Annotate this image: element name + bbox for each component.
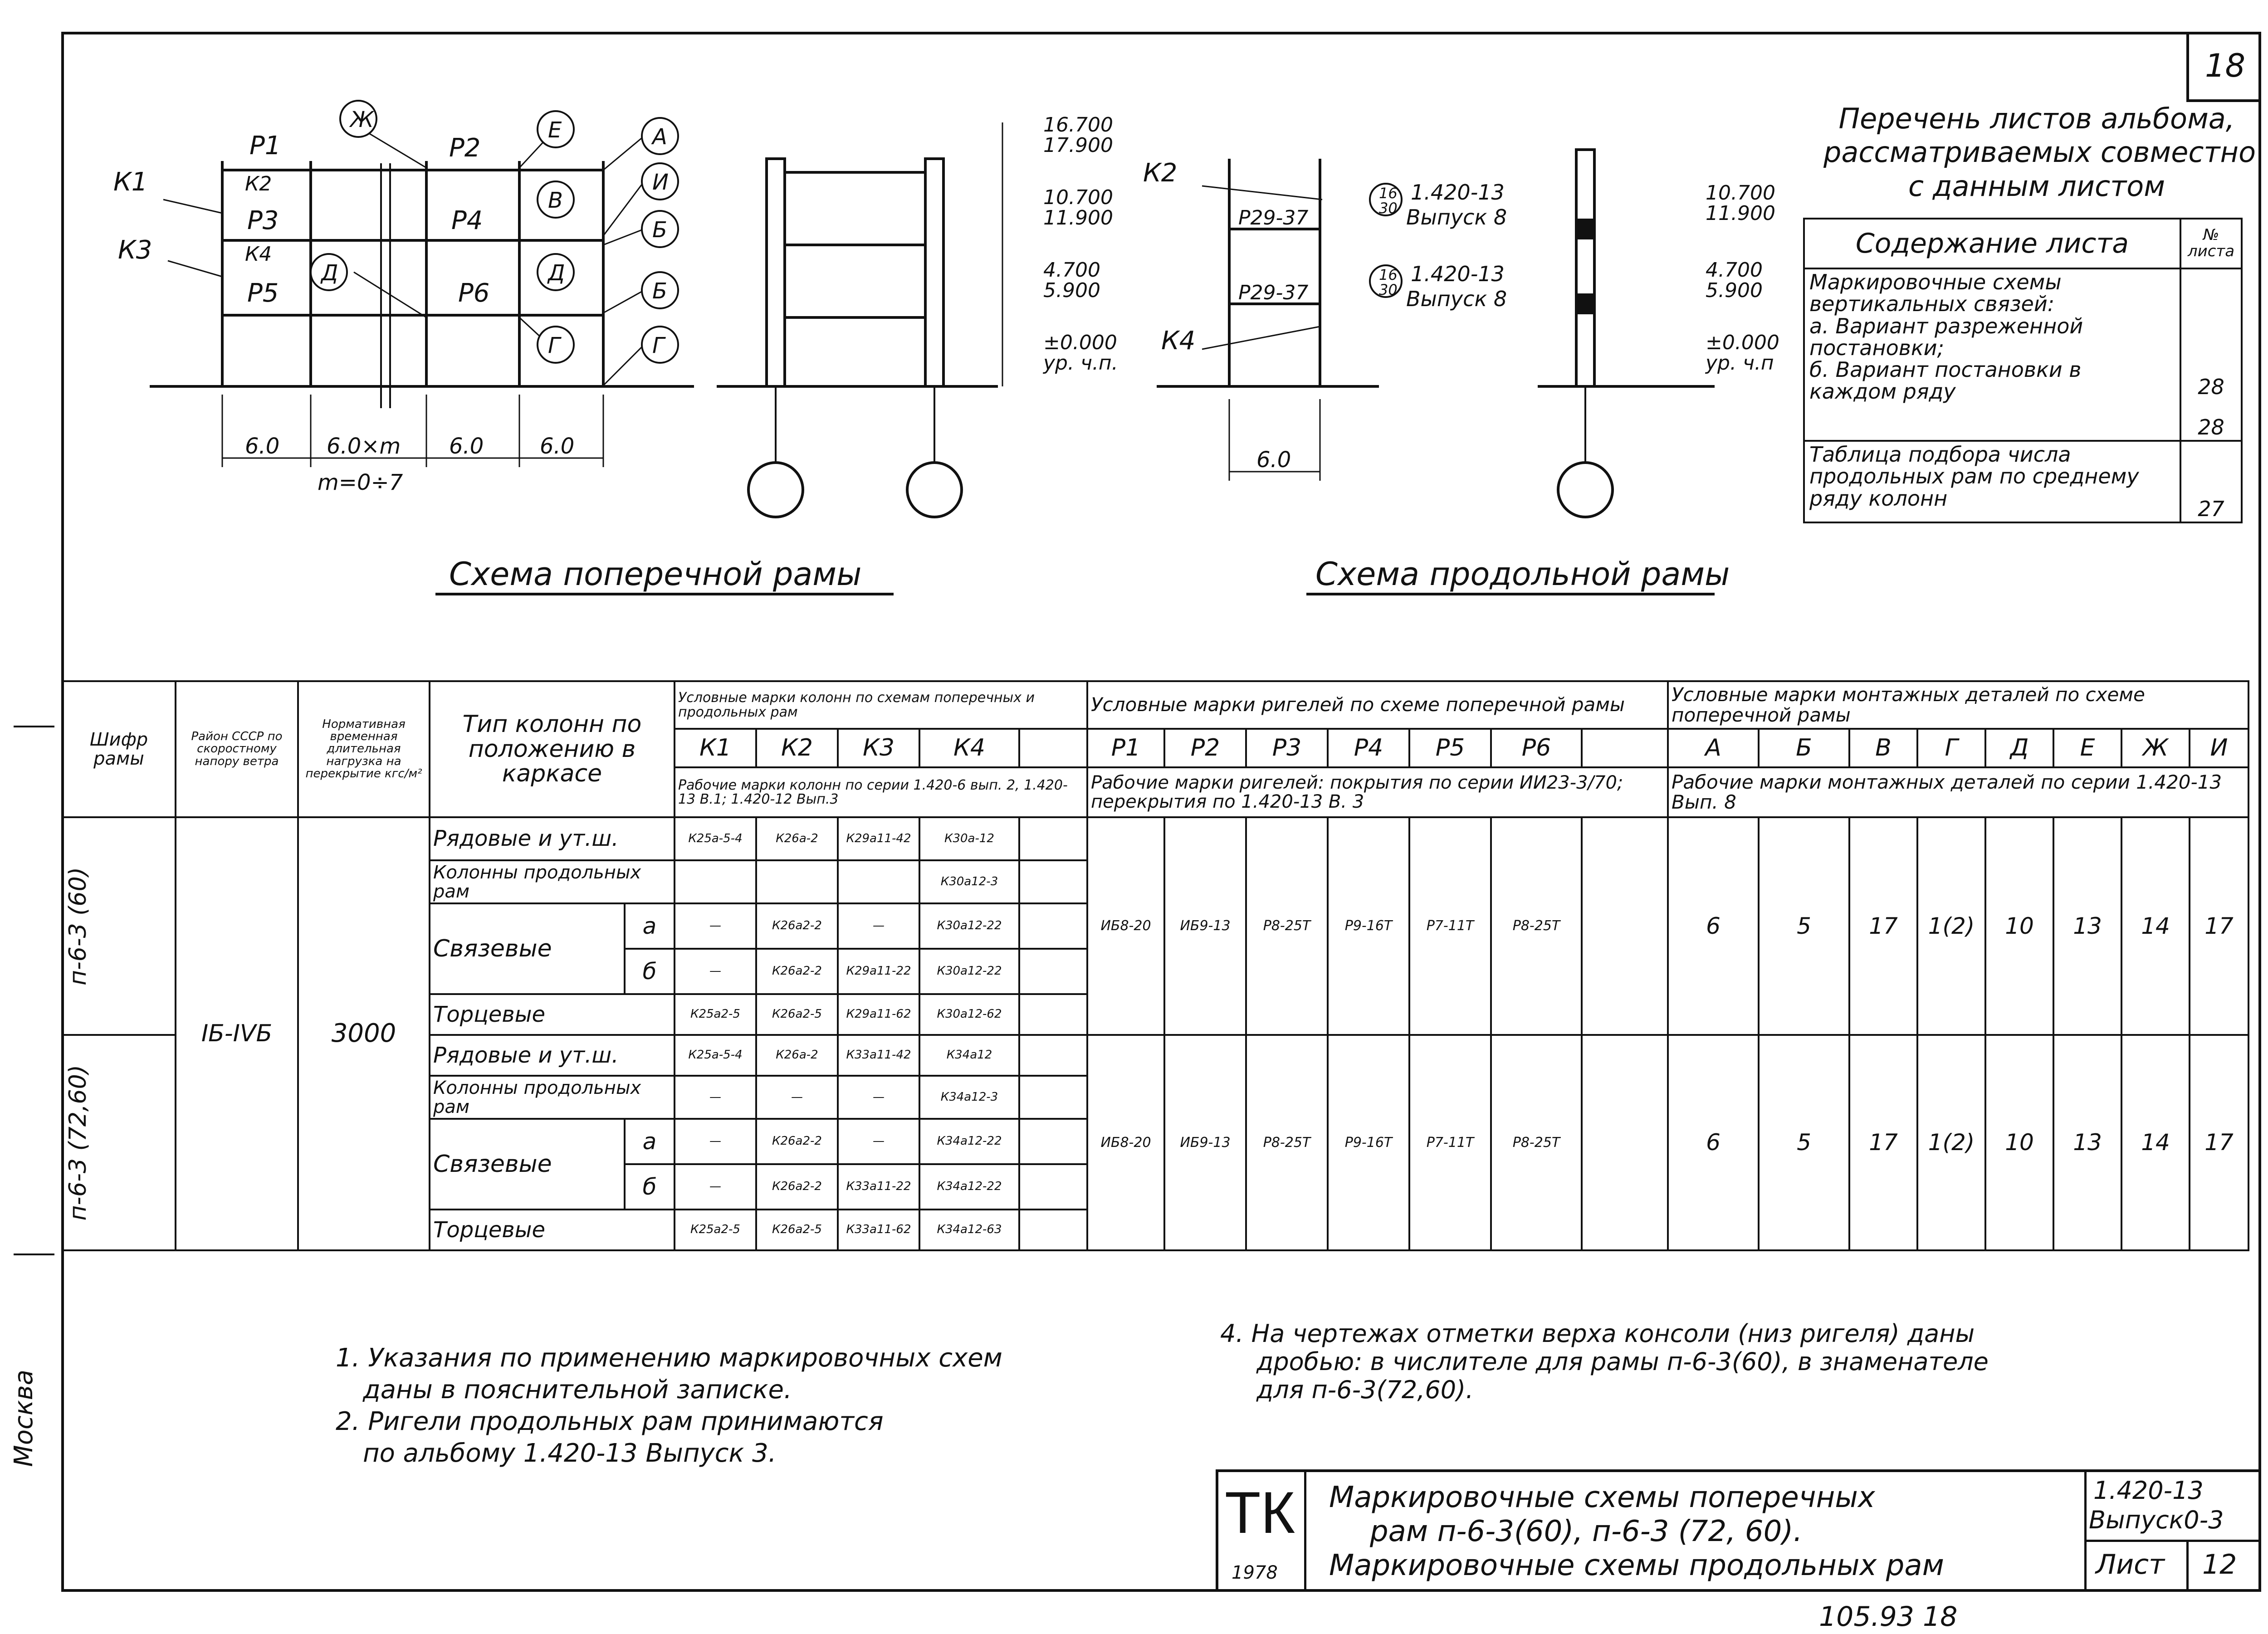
column-mark: К26а2-2 [756, 949, 838, 994]
column-mark: К30а12-62 [919, 994, 1019, 1035]
level-top: ±0.000 [1706, 331, 1779, 354]
frame-code-cell [62, 1035, 176, 1250]
long-label-k2: К2 [1143, 158, 1178, 188]
column-mark: К34а12 [919, 1035, 1019, 1076]
column-mark [756, 860, 838, 903]
header-col-mark: К3 [838, 729, 919, 767]
column-subtype: а [625, 1119, 675, 1164]
beam-mark: ИБ8-20 [1087, 1035, 1164, 1250]
header-column-group: Условные марки колонн по схемам поперечных и продольных рам [675, 681, 1087, 729]
album-list-number: 28 [2198, 415, 2224, 439]
note-line: дробью: в числителе для рамы п-6-3(60), в знаменателе [1256, 1347, 1989, 1376]
detail-label: В [548, 188, 563, 213]
album-list-title-line: рассматриваемых совместно [1823, 136, 2256, 169]
column-type: Колонны продольных рам [430, 860, 675, 903]
notes-left [336, 1342, 1002, 1469]
column-type: Рядовые и ут.ш. [430, 1035, 675, 1076]
column-mark [1019, 860, 1087, 903]
album-list-number-cell [2180, 268, 2242, 441]
column-mark: К30а12-22 [919, 903, 1019, 949]
detail-label: Д [548, 260, 565, 286]
column-mark: К33а11-42 [838, 1035, 919, 1076]
frame-code-cell [62, 817, 176, 1035]
detail-label: А [652, 124, 667, 150]
album-list-number: 28 [2198, 375, 2224, 400]
detail-mark: 17 [1849, 1035, 1917, 1250]
issue: Выпуск0-3 [2089, 1506, 2224, 1534]
album-list-title-line: с данным листом [1908, 169, 2165, 203]
column-mark [1019, 1076, 1087, 1119]
column-type: Связевые [430, 1119, 625, 1210]
level-bottom: 5.900 [1043, 279, 1100, 302]
column-mark [1019, 1035, 1087, 1076]
column-mark [1019, 1164, 1087, 1210]
column-mark: К29а11-42 [838, 817, 919, 860]
beam-mark [1582, 1035, 1668, 1250]
detail-label: Г [548, 333, 560, 358]
column-mark: — [675, 903, 756, 949]
series-divider [2084, 1540, 2261, 1542]
header-beam-group: Условные марки ригелей по схеме поперечной рамы [1087, 681, 1668, 729]
logo: ТК [1225, 1479, 1295, 1546]
label-p3: Р3 [247, 206, 279, 235]
beam-mark: Р8-25Т [1491, 817, 1582, 1035]
level-bottom: ур. ч.п. [1043, 351, 1118, 375]
header-column-series: Рабочие марки колонн по серии 1.420-6 вып. 2, 1.420-13 В.1; 1.420-12 Вып.3 [675, 767, 1087, 817]
album-list-item: б. Вариант постановки в каждом ряду [1809, 357, 2082, 404]
beam-mark: Р7-11Т [1409, 1035, 1491, 1250]
header-col-mark: К1 [675, 729, 756, 767]
ref-num: 16 [1379, 185, 1398, 202]
column-mark: К26а2-5 [756, 994, 838, 1035]
title-line: Маркировочные схемы продольных рам [1329, 1549, 1944, 1582]
frame-marking-table [61, 680, 2249, 1251]
region-cell: IБ-IVБ [176, 817, 298, 1250]
header-detail-group: Условные марки монтажных деталей по схеме поперечной рамы [1668, 681, 2248, 729]
level-top: 4.700 [1043, 259, 1100, 282]
album-list-title [1823, 102, 2256, 203]
detail-mark: 17 [2190, 817, 2248, 1035]
album-list-item: а. Вариант разреженной постановки; [1809, 313, 2083, 360]
album-list-content-cell [1804, 268, 2180, 441]
sheet-divider [2186, 1540, 2189, 1592]
column-mark: — [838, 903, 919, 949]
column-mark: К29а11-62 [838, 994, 919, 1035]
column-mark: — [756, 1076, 838, 1119]
beam-mark: Р8-25Т [1246, 817, 1328, 1035]
detail-mark: 13 [2053, 817, 2121, 1035]
span-dim: 6.0×m [327, 434, 401, 459]
album-list-number: 27 [2180, 441, 2242, 522]
header-col-mark: К4 [919, 729, 1019, 767]
note-line: 4. На чертежах отметки верха консоли (низ ригеля) даны [1220, 1319, 1975, 1348]
header-region: Район СССР по скоростному напору ветра [176, 681, 298, 817]
header-detail-mark: Д [1985, 729, 2053, 767]
header-beam-mark: Р6 [1491, 729, 1582, 767]
column-mark: К30а-12 [919, 817, 1019, 860]
level-top: ±0.000 [1043, 331, 1117, 354]
long-span: 6.0 [1256, 447, 1291, 473]
header-beam-mark: Р2 [1164, 729, 1246, 767]
column-mark: К33а11-22 [838, 1164, 919, 1210]
page-number: 18 [2186, 32, 2261, 102]
detail-label: Б [652, 278, 667, 304]
column-mark: К26а2-2 [756, 1119, 838, 1164]
level-bottom: 17.900 [1043, 134, 1113, 157]
column-type: Торцевые [430, 1210, 675, 1250]
detail-mark: 14 [2121, 817, 2190, 1035]
column-mark [1019, 994, 1087, 1035]
column-mark: К34а12-22 [919, 1164, 1019, 1210]
level-top: 10.700 [1043, 186, 1113, 209]
column-mark: К34а12-3 [919, 1076, 1019, 1119]
beam-mark: Р7-11Т [1409, 817, 1491, 1035]
column-mark [1019, 949, 1087, 994]
header-beam-mark: Р3 [1246, 729, 1328, 767]
detail-mark: 1(2) [1917, 1035, 1985, 1250]
frame-code: п-6-3 (60) [64, 867, 92, 985]
note-line: для п-6-3(72,60). [1256, 1375, 1474, 1405]
note-line: 1. Указания по применению маркировочных схем [336, 1343, 1002, 1373]
transverse-title: Схема поперечной рамы [449, 556, 862, 593]
long-beam-label: Р29-37 [1238, 281, 1309, 304]
column-type: Колонны продольных рам [430, 1076, 675, 1119]
column-mark: К30а12-3 [919, 860, 1019, 903]
detail-mark: 6 [1668, 817, 1759, 1035]
header-detail-mark: В [1849, 729, 1917, 767]
detail-mark: 10 [1985, 1035, 2053, 1250]
album-list-item: Таблица подбора числа продольных рам по среднему ряду колонн [1804, 441, 2180, 522]
side-city: Москва [9, 1370, 39, 1467]
column-mark [1019, 817, 1087, 860]
detail-label: Ж [350, 107, 374, 132]
label-k2: К2 [245, 172, 272, 195]
column-mark: К26а2-2 [756, 1164, 838, 1210]
header-type: Тип колонн по положению в каркасе [430, 681, 675, 817]
label-p6: Р6 [458, 278, 490, 308]
column-mark: — [675, 949, 756, 994]
column-mark: К26а2-2 [756, 903, 838, 949]
header-beam-mark: Р4 [1328, 729, 1409, 767]
header-beam-mark: Р1 [1087, 729, 1164, 767]
detail-mark: 1(2) [1917, 817, 1985, 1035]
side-strip [14, 726, 54, 1255]
beam-mark: ИБ9-13 [1164, 1035, 1246, 1250]
header-detail-mark: Г [1917, 729, 1985, 767]
header-detail-series: Рабочие марки монтажных деталей по серии 1.420-13 Вып. 8 [1668, 767, 2248, 817]
header-detail-mark: Б [1759, 729, 1849, 767]
album-list-title-line: Перечень листов альбома, [1838, 102, 2235, 135]
year: 1978 [1232, 1562, 1278, 1583]
column-mark: К25а-5-4 [675, 817, 756, 860]
header-col-mark: К2 [756, 729, 838, 767]
sheet-number: 12 [2202, 1549, 2237, 1580]
detail-mark: 17 [1849, 817, 1917, 1035]
level-bottom: ур. ч.п [1706, 351, 1774, 375]
column-subtype: б [625, 949, 675, 994]
beam-mark: Р9-16Т [1328, 1035, 1409, 1250]
beam-mark: Р8-25Т [1491, 1035, 1582, 1250]
column-mark: — [675, 1164, 756, 1210]
detail-mark: 14 [2121, 1035, 2190, 1250]
header-beam-mark: Р5 [1409, 729, 1491, 767]
column-mark: К25а2-5 [675, 1210, 756, 1250]
detail-mark: 17 [2190, 1035, 2248, 1250]
header-load: Нормативная временная длительная нагрузка на перекрытие кгс/м² [298, 681, 430, 817]
label-p4: Р4 [451, 206, 483, 235]
column-mark: — [675, 1119, 756, 1164]
column-mark: — [675, 1076, 756, 1119]
beam-mark: ИБ9-13 [1164, 817, 1246, 1035]
column-mark: — [838, 1119, 919, 1164]
column-mark [675, 860, 756, 903]
note-line: 2. Ригели продольных рам принимаются [336, 1407, 884, 1436]
column-type: Связевые [430, 903, 625, 994]
detail-label: Б [652, 217, 667, 243]
ref-text: Выпуск 8 [1406, 287, 1507, 311]
header-col-mark [1019, 729, 1087, 767]
note-line: даны в пояснительной записке. [363, 1375, 792, 1405]
header-beam-mark [1582, 729, 1668, 767]
level-bottom: 11.900 [1043, 206, 1113, 229]
title-line: Маркировочные схемы поперечных [1329, 1481, 1875, 1514]
series: 1.420-13 [2093, 1476, 2204, 1505]
column-mark: К34а12-63 [919, 1210, 1019, 1250]
detail-label: Е [548, 117, 562, 143]
detail-mark: 5 [1759, 1035, 1849, 1250]
detail-label: И [652, 170, 669, 195]
bottom-stamp: 105.93 18 [1819, 1601, 1958, 1633]
label-p5: Р5 [247, 278, 279, 308]
column-mark: К33а11-62 [838, 1210, 919, 1250]
note-line: по альбому 1.420-13 Выпуск 3. [363, 1439, 777, 1468]
label-k1: К1 [113, 167, 148, 197]
column-mark: К26а-2 [756, 817, 838, 860]
album-list-col-content: Содержание листа [1804, 219, 2180, 268]
ref-den: 30 [1379, 281, 1398, 298]
beam-mark [1582, 817, 1668, 1035]
level-bottom: 5.900 [1706, 279, 1763, 302]
title-line: рам п-6-3(60), п-6-3 (72, 60). [1370, 1515, 1803, 1548]
longitudinal-title: Схема продольной рамы [1315, 556, 1730, 593]
header-detail-mark: А [1668, 729, 1759, 767]
load-cell: 3000 [298, 817, 430, 1250]
span-dim: 6.0 [540, 434, 575, 459]
ref-text: 1.420-13 [1411, 262, 1505, 286]
column-mark: — [838, 1076, 919, 1119]
column-mark [1019, 1119, 1087, 1164]
beam-mark: Р8-25Т [1246, 1035, 1328, 1250]
column-mark: К25а2-5 [675, 994, 756, 1035]
detail-mark: 10 [1985, 817, 2053, 1035]
ref-num: 16 [1379, 266, 1398, 283]
detail-mark: 6 [1668, 1035, 1759, 1250]
detail-mark: 5 [1759, 817, 1849, 1035]
column-mark: К29а11-22 [838, 949, 919, 994]
album-list-item: Маркировочные схемы вертикальных связей: [1809, 270, 2062, 317]
span-dim: 6.0 [245, 434, 280, 459]
detail-mark: 13 [2053, 1035, 2121, 1250]
header-detail-mark: Ж [2121, 729, 2190, 767]
header-code: Шифр рамы [62, 681, 176, 817]
column-mark: К26а-2 [756, 1035, 838, 1076]
frame-code: п-6-3 (72,60) [64, 1064, 92, 1221]
beam-mark: Р9-16Т [1328, 817, 1409, 1035]
column-mark: К25а-5-4 [675, 1035, 756, 1076]
detail-label: Г [652, 333, 665, 358]
span-dim: 6.0 [449, 434, 484, 459]
column-type: Рядовые и ут.ш. [430, 817, 675, 860]
long-label-k4: К4 [1161, 326, 1196, 356]
level-bottom: 11.900 [1706, 202, 1775, 225]
header-detail-mark: И [2190, 729, 2248, 767]
column-mark [838, 860, 919, 903]
beam-mark: ИБ8-20 [1087, 817, 1164, 1035]
header-detail-mark: Е [2053, 729, 2121, 767]
column-mark: К34а12-22 [919, 1119, 1019, 1164]
level-top: 4.700 [1706, 259, 1763, 282]
label-k3: К3 [118, 235, 152, 265]
ref-text: 1.420-13 [1411, 180, 1505, 205]
label-p1: Р1 [249, 131, 281, 161]
level-top: 10.700 [1706, 181, 1775, 205]
album-list-col-number: № листа [2180, 219, 2242, 268]
sheet-label: Лист [2096, 1549, 2165, 1580]
column-type: Торцевые [430, 994, 675, 1035]
ref-den: 30 [1379, 200, 1398, 217]
label-p2: Р2 [449, 133, 481, 163]
title-block [1216, 1469, 2261, 1592]
label-k4: К4 [245, 243, 272, 266]
column-mark: К26а2-5 [756, 1210, 838, 1250]
level-top: 16.700 [1043, 113, 1113, 137]
column-mark [1019, 903, 1087, 949]
column-subtype: б [625, 1164, 675, 1210]
album-list-table [1803, 218, 2243, 523]
detail-label: Д [321, 260, 338, 286]
notes-right [1220, 1320, 1989, 1404]
span-note: m=0÷7 [318, 470, 403, 495]
long-beam-label: Р29-37 [1238, 206, 1309, 229]
column-mark [1019, 1210, 1087, 1250]
ref-text: Выпуск 8 [1406, 205, 1507, 229]
column-subtype: а [625, 903, 675, 949]
header-beam-series: Рабочие марки ригелей: покрытия по серии ИИ23-3/70; перекрытия по 1.420-13 В. 3 [1087, 767, 1668, 817]
column-mark: К30а12-22 [919, 949, 1019, 994]
